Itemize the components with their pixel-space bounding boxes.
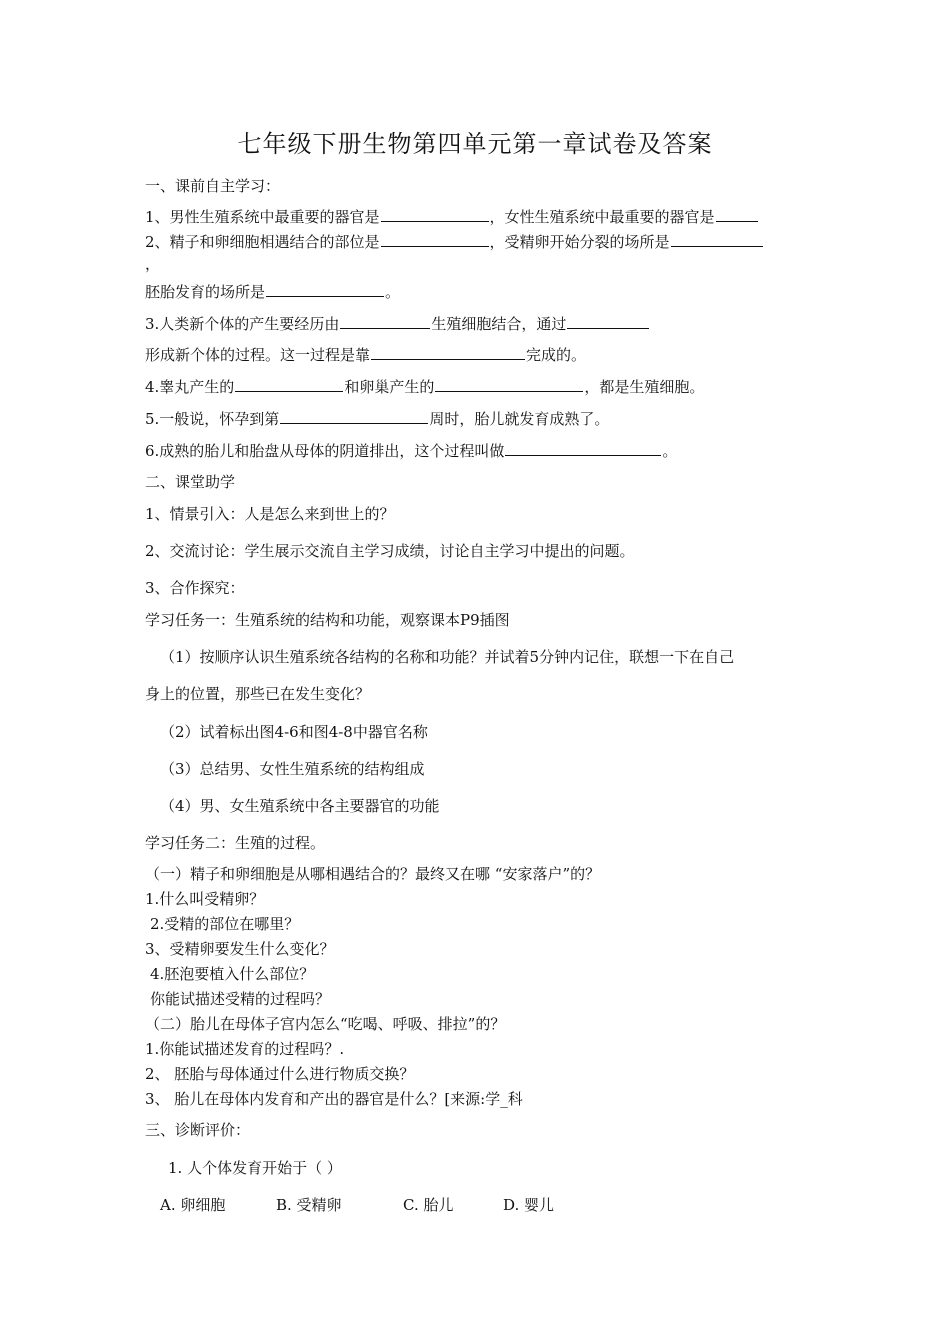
q3-text-d: 完成的。 — [526, 346, 587, 364]
question-1-2 — [145, 231, 764, 252]
question-1-3 — [145, 313, 650, 334]
q4-text-c: ，都是生殖细胞。 — [584, 378, 705, 396]
paragraph-intro: 1、情景引入：人是怎么来到世上的？ — [145, 505, 395, 523]
q2-comma: ， — [145, 255, 161, 273]
answer-blank — [235, 376, 343, 392]
group-1-heading: （一）精子和卵细胞是从哪相遇结合的？最终又在哪 “安家落户”的？ — [145, 865, 601, 883]
group-1-question-5: 你能试描述受精的过程吗？ — [150, 990, 331, 1008]
q4-text-a: 4.睾丸产生的 — [145, 378, 235, 396]
q6-text-a: 6.成熟的胎儿和胎盘从母体的阴道排出，这个过程叫做 — [145, 442, 505, 460]
section-3-heading: 三、诊断评价： — [145, 1121, 251, 1139]
task-2-heading: 学习任务二：生殖的过程。 — [145, 834, 326, 852]
task-1-item-2: （2）试着标出图4-6和图4-8中器官名称 — [160, 723, 428, 741]
q3-text-a: 3.人类新个体的产生要经历由 — [145, 315, 340, 333]
document-title: 七年级下册生物第四单元第一章试卷及答案 — [237, 130, 713, 158]
question-1-1 — [145, 206, 759, 227]
answer-blank — [671, 231, 763, 247]
q5-text-a: 5.一般说，怀孕到第 — [145, 410, 280, 428]
section-2-heading: 二、课堂助学 — [145, 473, 236, 491]
q3-text-c: 形成新个体的过程。这一过程是靠 — [145, 346, 371, 364]
answer-blank — [340, 313, 430, 329]
choice-option-b: B. 受精卵 — [276, 1196, 342, 1214]
task-1-item-4: （4）男、女生殖系统中各主要器官的功能 — [160, 797, 440, 815]
answer-blank — [266, 281, 384, 297]
question-1-4 — [145, 376, 704, 397]
q6-text-b: 。 — [662, 442, 678, 460]
question-1-5 — [145, 408, 609, 429]
task-1-item-1: （1）按顺序认识生殖系统各结构的名称和功能？并试着5分钟内记住，联想一下在自己 — [160, 648, 735, 666]
group-1-question-1: 1.什么叫受精卵？ — [145, 890, 265, 908]
group-2-question-3: 3、 胎儿在母体内发育和产出的器官是什么？[来源:学_科 — [145, 1090, 523, 1108]
answer-blank — [567, 313, 649, 329]
answer-blank — [435, 376, 583, 392]
paragraph-cooperation: 3、合作探究： — [145, 579, 245, 597]
q5-text-b: 周时，胎儿就发育成熟了。 — [429, 410, 610, 428]
question-1-2-cont — [145, 281, 400, 302]
group-1-question-2: 2.受精的部位在哪里？ — [150, 915, 300, 933]
q2-text-d: 胚胎发育的场所是 — [145, 283, 266, 301]
section-1-heading: 一、课前自主学习： — [145, 177, 281, 195]
task-1-item-3: （3）总结男、女性生殖系统的结构组成 — [160, 760, 425, 778]
choice-question-1: 1. 人个体发育开始于（ ） — [168, 1159, 342, 1177]
q2-text-b: ，受精卵开始分裂的场所是 — [489, 233, 670, 251]
q3-text-b: 生殖细胞结合，通过 — [431, 315, 567, 333]
group-1-question-3: 3、受精卵要发生什么变化？ — [145, 940, 335, 958]
q4-text-b: 和卵巢产生的 — [344, 378, 435, 396]
q2-text-e: 。 — [385, 283, 401, 301]
answer-blank — [716, 206, 758, 222]
group-2-heading: （二）胎儿在母体子宫内怎么“吃喝、呼吸、排拉”的？ — [145, 1015, 506, 1033]
group-2-question-2: 2、 胚胎与母体通过什么进行物质交换？ — [145, 1065, 415, 1083]
group-1-question-4: 4.胚泡要植入什么部位？ — [150, 965, 315, 983]
q1-text-b: ，女性生殖系统中最重要的器官是 — [489, 208, 715, 226]
q2-text-a: 2、精子和卵细胞相遇结合的部位是 — [145, 233, 380, 251]
choice-option-a: A. 卵细胞 — [160, 1196, 226, 1214]
answer-blank — [280, 408, 428, 424]
answer-blank — [381, 206, 489, 222]
task-1-item-1-cont: 身上的位置，那些已在发生变化？ — [145, 685, 371, 703]
question-1-3-cont — [145, 344, 586, 365]
choice-option-d: D. 婴儿 — [503, 1196, 555, 1214]
group-2-question-1: 1.你能试描述发育的过程吗？. — [145, 1040, 345, 1058]
question-1-6 — [145, 440, 677, 461]
task-1-heading: 学习任务一：生殖系统的结构和功能，观察课本P9插图 — [145, 611, 510, 629]
answer-blank — [381, 231, 489, 247]
paragraph-discussion: 2、交流讨论：学生展示交流自主学习成绩，讨论自主学习中提出的问题。 — [145, 542, 635, 560]
answer-blank — [371, 344, 525, 360]
answer-blank — [505, 440, 661, 456]
choice-option-c: C. 胎儿 — [403, 1196, 454, 1214]
q1-text-a: 1、男性生殖系统中最重要的器官是 — [145, 208, 380, 226]
